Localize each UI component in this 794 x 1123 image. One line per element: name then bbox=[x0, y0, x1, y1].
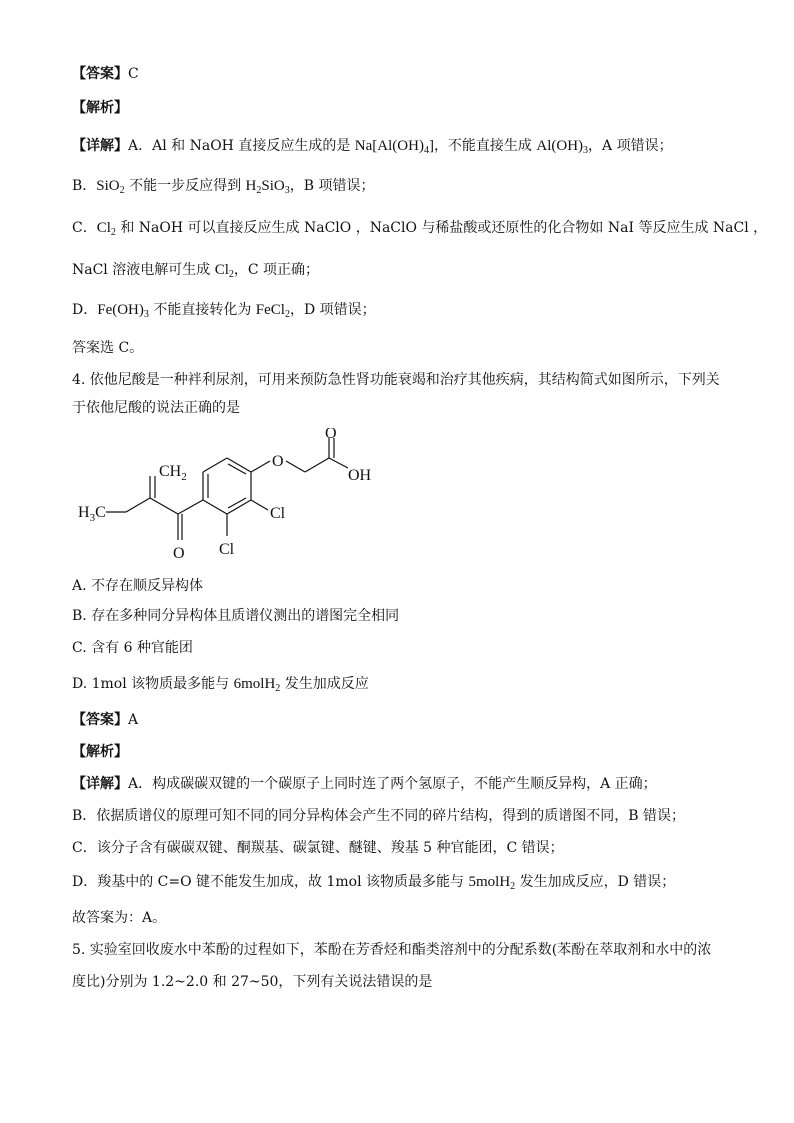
q3-answer bbox=[72, 64, 139, 84]
detail-text: ，B 项错误； bbox=[289, 178, 375, 194]
detail-text: NaCl 溶液电解可生成 bbox=[72, 262, 215, 278]
answer-value: A bbox=[128, 712, 139, 728]
detail-text: ，D 项错误； bbox=[289, 302, 376, 318]
q3-detail-d bbox=[72, 300, 376, 320]
formula: $Fe(OH)_3$ bbox=[97, 302, 149, 320]
detail-text: C． bbox=[72, 220, 97, 236]
answer-label: 【答案】 bbox=[72, 712, 128, 728]
detail-label: 【详解】 bbox=[72, 776, 128, 792]
detail-text: B． bbox=[72, 178, 97, 194]
q4-detail-c: C．该分子含有碳碳双键、酮羰基、碳氯键、醚键、羧基 5 种官能团，C 错误； bbox=[72, 840, 564, 856]
chlorine-label-1: Cl bbox=[270, 505, 286, 522]
detail-text: ，不能直接生成 bbox=[433, 138, 537, 154]
ethacrynic-acid-structure bbox=[72, 428, 412, 578]
formula: $Na[Al(OH)_4]$ bbox=[354, 138, 434, 156]
q4-option-c: C. 含有 6 种官能团 bbox=[72, 640, 193, 656]
detail-text: ，A 项错误； bbox=[588, 138, 673, 154]
q5-stem-line2: 度比)分别为 1.2~2.0 和 27~50，下列有关说法错误的是 bbox=[72, 974, 433, 990]
q4-stem-line2: 于依他尼酸的说法正确的是 bbox=[72, 400, 240, 416]
detail-text: D． bbox=[72, 302, 98, 318]
q5-stem-line1: 5. 实验室回收废水中苯酚的过程如下，苯酚在芳香烃和酯类溶剂中的分配系数(苯酚在萃取剂和水中的浓 bbox=[72, 942, 712, 958]
q3-detail-a bbox=[72, 136, 673, 156]
q3-conclusion: 答案选 C。 bbox=[72, 340, 144, 356]
q3-detail-c-cont bbox=[72, 260, 319, 280]
q4-detail-d: D．羧基中的 C=O 键不能发生加成，故 1mol 该物质最多能与 5molH$_2$ 发生加成反应，D 错误； bbox=[72, 874, 676, 892]
answer-value: C bbox=[128, 66, 139, 82]
q4-conclusion: 故答案为：A。 bbox=[72, 910, 167, 926]
carbonyl-o-label: O bbox=[325, 428, 337, 442]
detail-text: 和 NaOH 可以直接反应生成 NaClO ，NaClO 与稀盐酸或还原性的化合物如 NaI 等反应生成 NaCl ， bbox=[115, 220, 768, 236]
hydroxyl-label: OH bbox=[348, 467, 372, 484]
formula: 6molH$_2$ bbox=[233, 676, 281, 694]
formula: $H_2SiO_3$ bbox=[245, 178, 290, 196]
detail-text: A．Al 和 NaOH 直接反应生成的是 bbox=[128, 138, 355, 154]
q3-analysis-label bbox=[72, 98, 128, 118]
q4-option-b: B. 存在多种同分异构体且质谱仪测出的谱图完全相同 bbox=[72, 608, 400, 624]
q4-stem-line1: 4. 依他尼酸是一种袢利尿剂，可用来预防急性肾功能衰竭和治疗其他疾病，其结构简式如图所示，下列关 bbox=[72, 372, 720, 388]
q3-detail-c bbox=[72, 218, 767, 238]
formula: 5molH$_2$ bbox=[468, 874, 516, 892]
detail-text: 不能一步反应得到 bbox=[124, 178, 246, 194]
detail-text: 不能直接转化为 bbox=[148, 302, 256, 318]
formula: SiO$_2$ bbox=[96, 178, 125, 196]
q4-option-d: D. 1mol 该物质最多能与 6molH$_2$ 发生加成反应 bbox=[72, 676, 369, 694]
ch2-label: $CH_2$ bbox=[159, 463, 187, 483]
formula: $Al(OH)_3$ bbox=[536, 138, 589, 156]
detail-label: 【详解】 bbox=[72, 138, 128, 154]
q4-detail-a: 【详解】A．构成碳碳双键的一个碳原子上同时连了两个氢原子，不能产生顺反异构，A 正确； bbox=[72, 776, 657, 792]
q4-analysis-label bbox=[72, 742, 128, 762]
analysis-label: 【解析】 bbox=[72, 100, 128, 116]
analysis-label: 【解析】 bbox=[72, 744, 128, 760]
answer-label: 【答案】 bbox=[72, 66, 128, 82]
formula: $Cl_2$ bbox=[214, 262, 234, 280]
formula: $Cl_2$ bbox=[96, 220, 116, 238]
ether-o-label: O bbox=[272, 453, 284, 470]
formula: FeCl$_2$ bbox=[255, 302, 290, 320]
q4-option-a: A. 不存在顺反异构体 bbox=[72, 578, 204, 594]
ketone-o-label: O bbox=[173, 545, 185, 562]
q4-answer bbox=[72, 710, 138, 730]
detail-text: ，C 项正确； bbox=[233, 262, 320, 278]
h3c-label: $H_3C$ bbox=[78, 504, 106, 524]
chlorine-label-2: Cl bbox=[219, 541, 235, 558]
q4-detail-b: B．依据质谱仪的原理可知不同的同分异构体会产生不同的碎片结构，得到的质谱图不同，B 错误； bbox=[72, 808, 686, 824]
q3-detail-b bbox=[72, 176, 374, 196]
